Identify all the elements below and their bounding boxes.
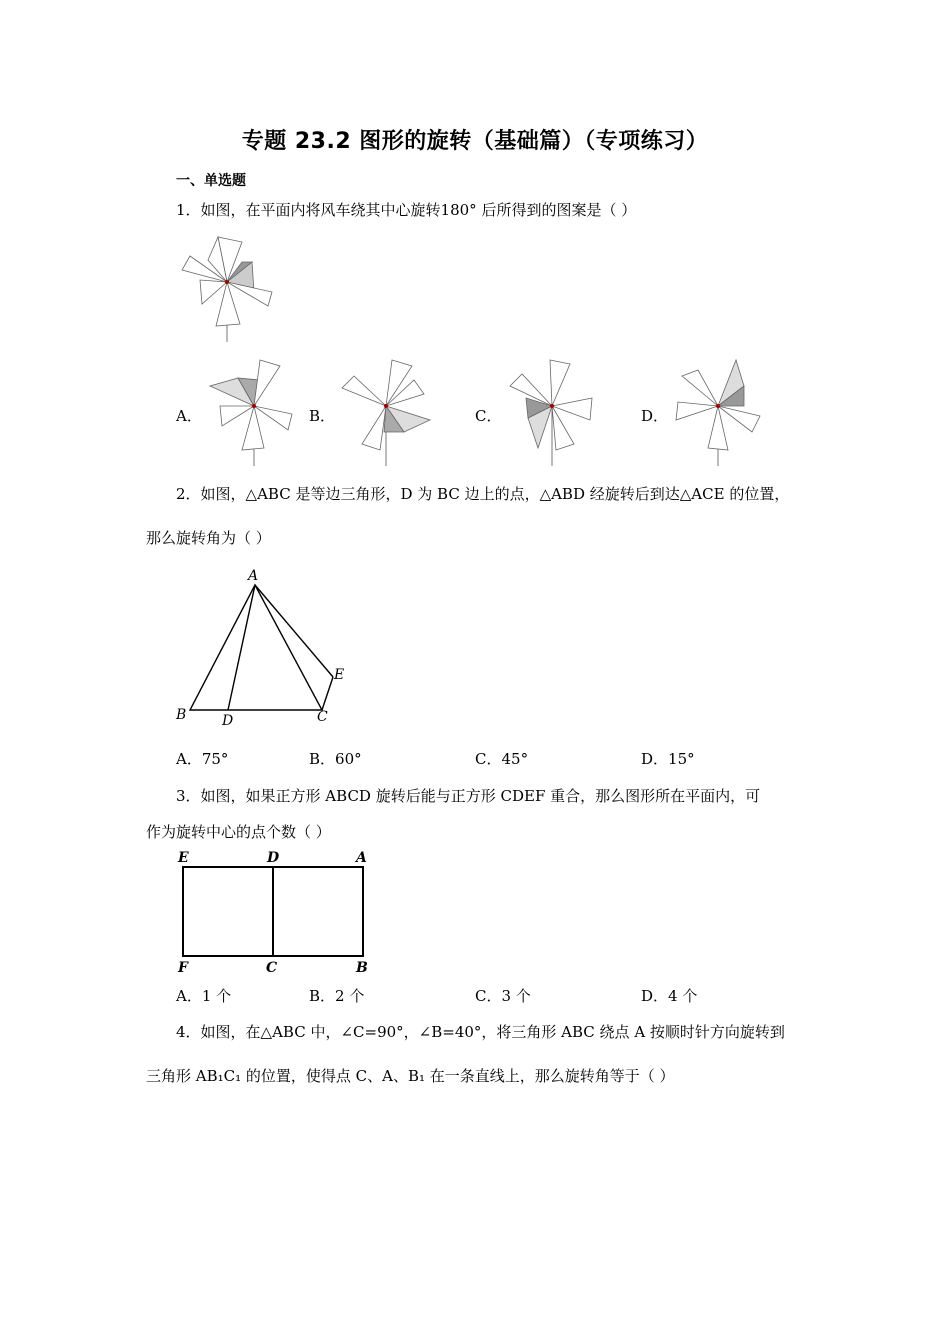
q1-option-b[interactable]: B． [309, 407, 336, 425]
question-3-line-1: 3．如图，如果正方形 ABCD 旋转后能与正方形 CDEF 重合，那么图形所在平面内，可 [176, 787, 761, 805]
q1-option-a[interactable]: A． [176, 407, 202, 425]
question-3-line-2: 作为旋转中心的点个数（ ） [146, 823, 331, 841]
q1-option-c-figure[interactable] [506, 358, 596, 468]
q2-label-d: D [222, 713, 234, 729]
q1-option-d[interactable]: D． [641, 407, 669, 425]
section-heading: 一、单选题 [176, 173, 246, 189]
q3-option-c[interactable]: C．3 个 [475, 987, 531, 1005]
q1-pinwheel-figure [178, 234, 278, 344]
q3-label-a: A [356, 850, 367, 866]
q1-option-d-figure[interactable] [672, 358, 762, 468]
q3-option-a[interactable]: A．1 个 [176, 987, 232, 1005]
question-4-line-2: 三角形 AB₁C₁ 的位置，使得点 C、A、B₁ 在一条直线上，那么旋转角等于（ ） [146, 1067, 675, 1085]
q2-label-e: E [334, 667, 345, 683]
page-title: 专题 23.2 图形的旋转（基础篇）（专项练习） [241, 129, 709, 154]
question-2-line-1: 2．如图，△ABC 是等边三角形，D 为 BC 边上的点，△ABD 经旋转后到达△ACE 的位置， [176, 485, 790, 503]
q1-option-b-figure[interactable] [340, 358, 430, 468]
question-2-line-2: 那么旋转角为（ ） [146, 529, 271, 547]
q3-squares-figure [170, 846, 380, 976]
q2-label-b: B [176, 707, 187, 723]
q2-option-a[interactable]: A．75° [176, 750, 229, 768]
q3-label-e: E [178, 850, 189, 866]
q2-label-c: C [317, 709, 328, 725]
q2-option-b[interactable]: B．60° [309, 750, 362, 768]
q3-label-c: C [266, 960, 278, 976]
q2-option-c[interactable]: C．45° [475, 750, 529, 768]
question-1-text: 1．如图，在平面内将风车绕其中心旋转180° 后所得到的图案是（ ） [176, 201, 637, 219]
q3-label-d: D [267, 850, 280, 866]
q2-triangle-figure [170, 565, 370, 729]
q3-option-b[interactable]: B．2 个 [309, 987, 365, 1005]
q3-label-b: B [356, 960, 368, 976]
q3-option-d[interactable]: D．4 个 [641, 987, 698, 1005]
question-4-line-1: 4．如图，在△ABC 中，∠C=90°，∠B=40°，将三角形 ABC 绕点 A 按顺时针方向旋转到 [176, 1023, 785, 1041]
q1-option-a-figure[interactable] [208, 358, 298, 468]
q2-option-d[interactable]: D．15° [641, 750, 695, 768]
q2-label-a: A [248, 568, 259, 584]
q1-option-c[interactable]: C． [475, 407, 502, 425]
q3-label-f: F [178, 960, 188, 976]
